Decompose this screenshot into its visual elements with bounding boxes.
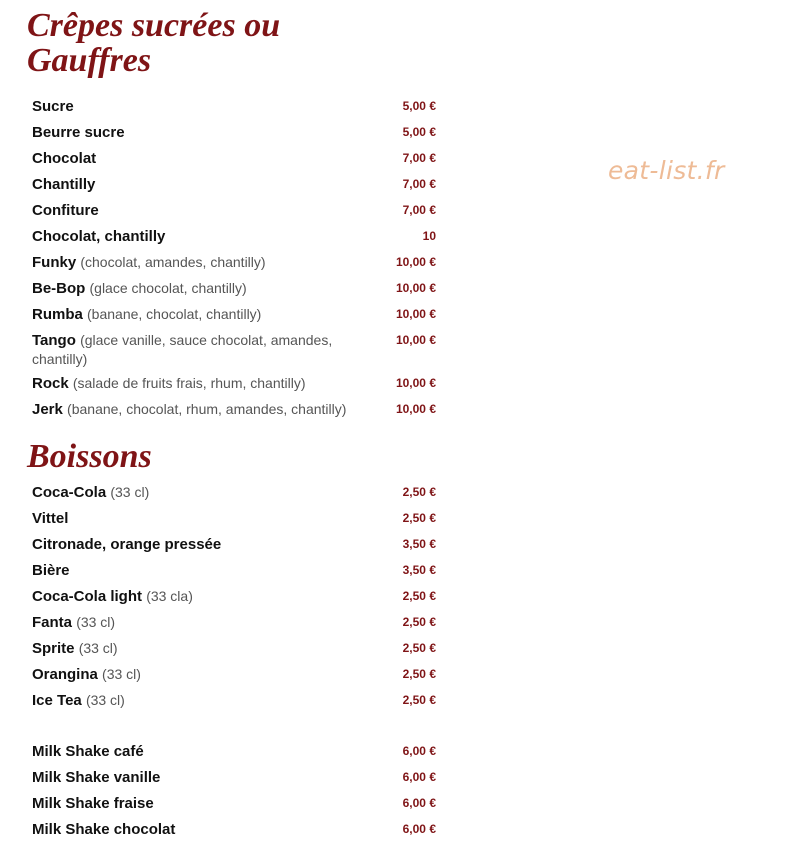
item-description: (33 cl) — [76, 614, 116, 630]
item-price: 2,50 € — [402, 641, 436, 655]
item-label — [32, 175, 372, 194]
item-price: 2,50 € — [402, 693, 436, 707]
menu-item — [32, 252, 436, 278]
menu-item — [32, 819, 436, 845]
item-label — [32, 535, 372, 554]
item-label — [32, 331, 372, 369]
item-name: Jerk — [32, 401, 63, 418]
item-description: (33 cla) — [146, 588, 193, 604]
item-price: 10,00 € — [395, 333, 436, 347]
item-label — [32, 561, 372, 580]
item-name: Coca-Cola — [32, 484, 107, 501]
item-label — [32, 279, 372, 298]
item-name: Milk Shake café — [32, 743, 144, 760]
item-name: Ice Tea — [32, 692, 82, 709]
item-label — [32, 639, 372, 658]
item-description: (33 cl) — [110, 484, 150, 500]
item-name: Confiture — [32, 202, 99, 219]
item-description: (banane, chocolat, rhum, amandes, chantilly) — [67, 401, 347, 417]
item-name: Beurre sucre — [32, 124, 125, 141]
item-description: (33 cl) — [85, 692, 125, 708]
item-name: Milk Shake chocolat — [32, 821, 176, 838]
item-price: 10,00 € — [395, 255, 436, 269]
item-price: 3,50 € — [402, 563, 436, 577]
menu-item — [32, 278, 436, 304]
item-label — [32, 691, 372, 710]
item-label — [32, 201, 372, 220]
watermark: eat-list.fr — [608, 156, 725, 185]
item-name: Bière — [32, 562, 70, 579]
item-label — [32, 149, 372, 168]
item-description: (33 cl) — [78, 640, 118, 656]
item-label — [32, 742, 372, 761]
item-price: 2,50 € — [402, 589, 436, 603]
menu-item — [32, 741, 436, 767]
item-label — [32, 400, 372, 419]
menu-item — [32, 304, 436, 330]
menu-item — [32, 96, 436, 122]
menu-item — [32, 534, 436, 560]
item-price: 10 — [422, 229, 436, 243]
item-price: 6,00 € — [402, 822, 436, 836]
item-label — [32, 123, 372, 142]
menu-item — [32, 482, 436, 508]
item-price: 7,00 € — [402, 151, 436, 165]
item-name: Rumba — [32, 306, 83, 323]
item-name: Sprite — [32, 640, 75, 657]
item-name: Tango — [32, 332, 76, 349]
item-label — [32, 587, 372, 606]
menu-item — [32, 226, 436, 252]
item-name: Citronade, orange pressée — [32, 536, 222, 553]
item-name: Orangina — [32, 666, 98, 683]
item-description: (glace vanille, sauce chocolat, amandes, chantilly) — [32, 332, 333, 367]
menu-item — [32, 586, 436, 612]
item-name: Milk Shake fraise — [32, 795, 154, 812]
menu-item — [32, 793, 436, 819]
item-name: Coca-Cola light — [32, 588, 143, 605]
item-description: (glace chocolat, chantilly) — [89, 280, 247, 296]
menu-item — [32, 122, 436, 148]
item-name: Sucre — [32, 98, 74, 115]
menu-item — [32, 174, 436, 200]
item-name: Chocolat — [32, 150, 97, 167]
item-description: (banane, chocolat, chantilly) — [87, 306, 262, 322]
item-label — [32, 483, 372, 502]
item-name: Chocolat, chantilly — [32, 228, 166, 245]
item-price: 5,00 € — [402, 125, 436, 139]
item-description: (salade de fruits frais, rhum, chantilly) — [72, 375, 306, 391]
item-label — [32, 820, 372, 839]
item-name: Milk Shake vanille — [32, 769, 161, 786]
section-title-boissons: Boissons — [27, 438, 152, 475]
menu-item — [32, 148, 436, 174]
item-price: 6,00 € — [402, 770, 436, 784]
menu-item — [32, 690, 436, 716]
item-name: Vittel — [32, 510, 69, 527]
item-name: Be-Bop — [32, 280, 86, 297]
menu-item — [32, 330, 436, 373]
item-label — [32, 97, 372, 116]
item-description: (chocolat, amandes, chantilly) — [80, 254, 266, 270]
menu-item — [32, 638, 436, 664]
item-label — [32, 665, 372, 684]
menu-item — [32, 612, 436, 638]
item-name: Rock — [32, 375, 69, 392]
item-price: 2,50 € — [402, 511, 436, 525]
item-price: 2,50 € — [402, 615, 436, 629]
item-price: 3,50 € — [402, 537, 436, 551]
item-description: (33 cl) — [102, 666, 141, 682]
item-label — [32, 253, 372, 272]
menu-item — [32, 373, 436, 399]
item-name: Funky — [32, 254, 77, 271]
menu-item — [32, 399, 436, 425]
menu-list-boissons — [32, 482, 436, 845]
section-title-crepes: Crêpes sucrées ou Gauffres — [27, 7, 281, 79]
item-price: 7,00 € — [402, 203, 436, 217]
item-price: 10,00 € — [395, 307, 436, 321]
menu-item — [32, 560, 436, 586]
item-label — [32, 305, 372, 324]
menu-item — [32, 200, 436, 226]
item-price: 7,00 € — [402, 177, 436, 191]
item-price: 10,00 € — [395, 281, 436, 295]
item-name: Chantilly — [32, 176, 96, 193]
item-label — [32, 613, 372, 632]
item-price: 6,00 € — [402, 744, 436, 758]
item-label — [32, 768, 372, 787]
item-price: 10,00 € — [395, 376, 436, 390]
item-label — [32, 227, 372, 246]
item-price: 2,50 € — [402, 485, 436, 499]
item-label — [32, 794, 372, 813]
item-label — [32, 509, 372, 528]
item-price: 6,00 € — [402, 796, 436, 810]
item-price: 2,50 € — [402, 667, 436, 681]
item-price: 10,00 € — [395, 402, 436, 416]
menu-list-crepes — [32, 96, 436, 425]
item-price: 5,00 € — [402, 99, 436, 113]
item-label — [32, 374, 372, 393]
menu-item — [32, 767, 436, 793]
menu-item — [32, 664, 436, 690]
menu-item — [32, 508, 436, 534]
item-name: Fanta — [32, 614, 73, 631]
